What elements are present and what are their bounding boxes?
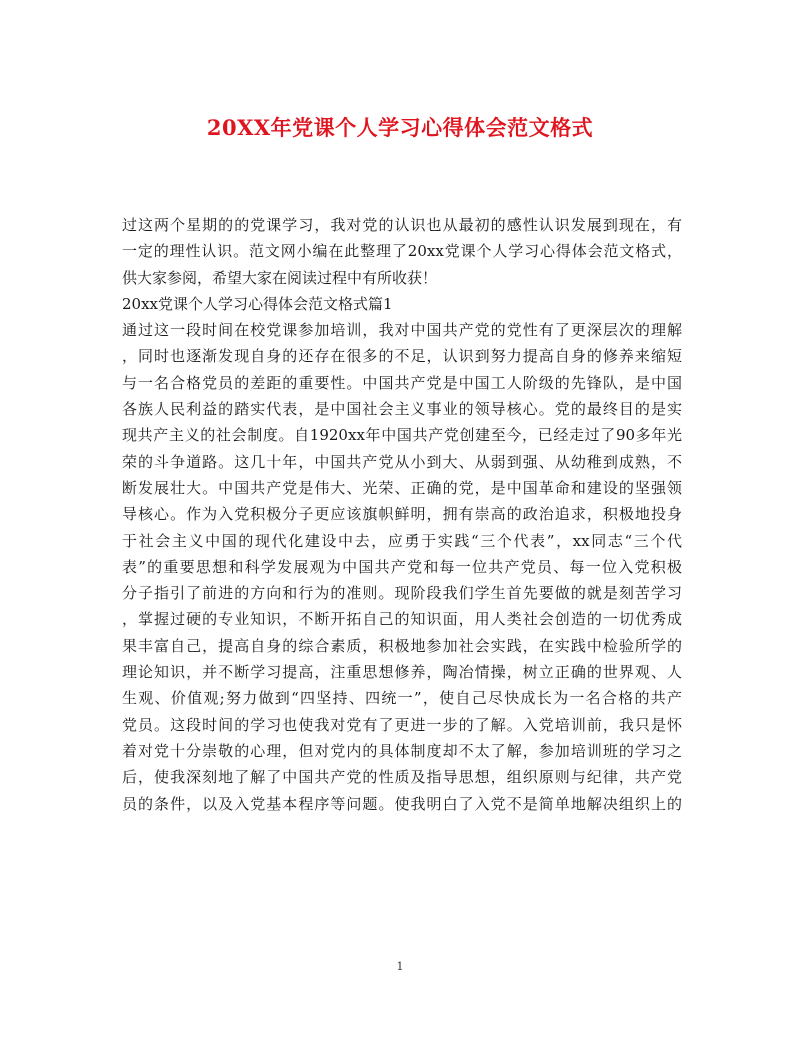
section-heading: 20xx党课个人学习心得体会范文格式篇1 (122, 294, 393, 313)
document-title: 20XX年党课个人学习心得体会范文格式 (206, 115, 594, 140)
body-line: 现共产主义的社会制度。自1920xx年中国共产党创建至今，已经走过了90多年光 (122, 426, 682, 445)
body-line: 表”的重要思想和科学发展观为中国共产党和每一位共产党员、每一位入党积极 (122, 557, 682, 576)
body-line: 员的条件，以及入党基本程序等问题。使我明白了入党不是简单地解决组织上的 (122, 794, 682, 813)
body-line: 荣的斗争道路。这几十年，中国共产党从小到大、从弱到强、从幼稚到成熟，不 (122, 452, 682, 471)
body-line: 着对党十分崇敬的心理，但对党内的具体制度却不太了解，参加培训班的学习之 (122, 741, 682, 760)
body-line: 后，使我深刻地了解了中国共产党的性质及指导思想，组织原则与纪律，共产党 (122, 768, 682, 787)
body-line: 导核心。作为入党积极分子更应该旗帜鲜明，拥有崇高的政治追求，积极地投身 (122, 505, 682, 524)
body-line: ，掌握过硬的专业知识，不断开拓自己的知识面，用人类社会创造的一切优秀成 (122, 610, 682, 629)
body-line: ，同时也逐渐发现自身的还存在很多的不足，认识到努力提高自身的修养来缩短 (122, 347, 682, 366)
body-line: 理论知识，并不断学习提高，注重思想修养，陶冶情操，树立正确的世界观、人 (122, 663, 682, 682)
body-line: 于社会主义中国的现代化建设中去，应勇于实践“三个代表”，xx同志“三个代 (122, 531, 682, 550)
body-line: 一定的理性认识。范文网小编在此整理了20xx党课个人学习心得体会范文格式， (122, 242, 682, 261)
document-body (122, 212, 682, 817)
body-line: 过这两个星期的的党课学习，我对党的认识也从最初的感性认识发展到现在，有 (122, 216, 682, 234)
body-line: 断发展壮大。中国共产党是伟大、光荣、正确的党，是中国革命和建设的坚强领 (122, 478, 682, 497)
body-line: 生观、价值观;努力做到“四坚持、四统一”，使自己尽快成长为一名合格的共产 (122, 689, 682, 708)
page-number: 1 (396, 960, 404, 973)
body-line: 各族人民利益的踏实代表，是中国社会主义事业的领导核心。党的最终目的是实 (122, 400, 682, 419)
body-line: 分子指引了前进的方向和行为的准则。现阶段我们学生首先要做的就是刻苦学习 (122, 584, 682, 603)
body-line: 果丰富自己，提高自身的综合素质，积极地参加社会实践，在实践中检验所学的 (122, 636, 682, 655)
body-line: 通过这一段时间在校党课参加培训，我对中国共产党的党性有了更深层次的理解 (122, 321, 682, 340)
body-line: 与一名合格党员的差距的重要性。中国共产党是中国工人阶级的先锋队，是中国 (122, 373, 682, 392)
body-line: 党员。这段时间的学习也使我对党有了更进一步的了解。入党培训前，我只是怀 (122, 715, 682, 734)
body-line: 供大家参阅，希望大家在阅读过程中有所收获！ (122, 268, 438, 287)
